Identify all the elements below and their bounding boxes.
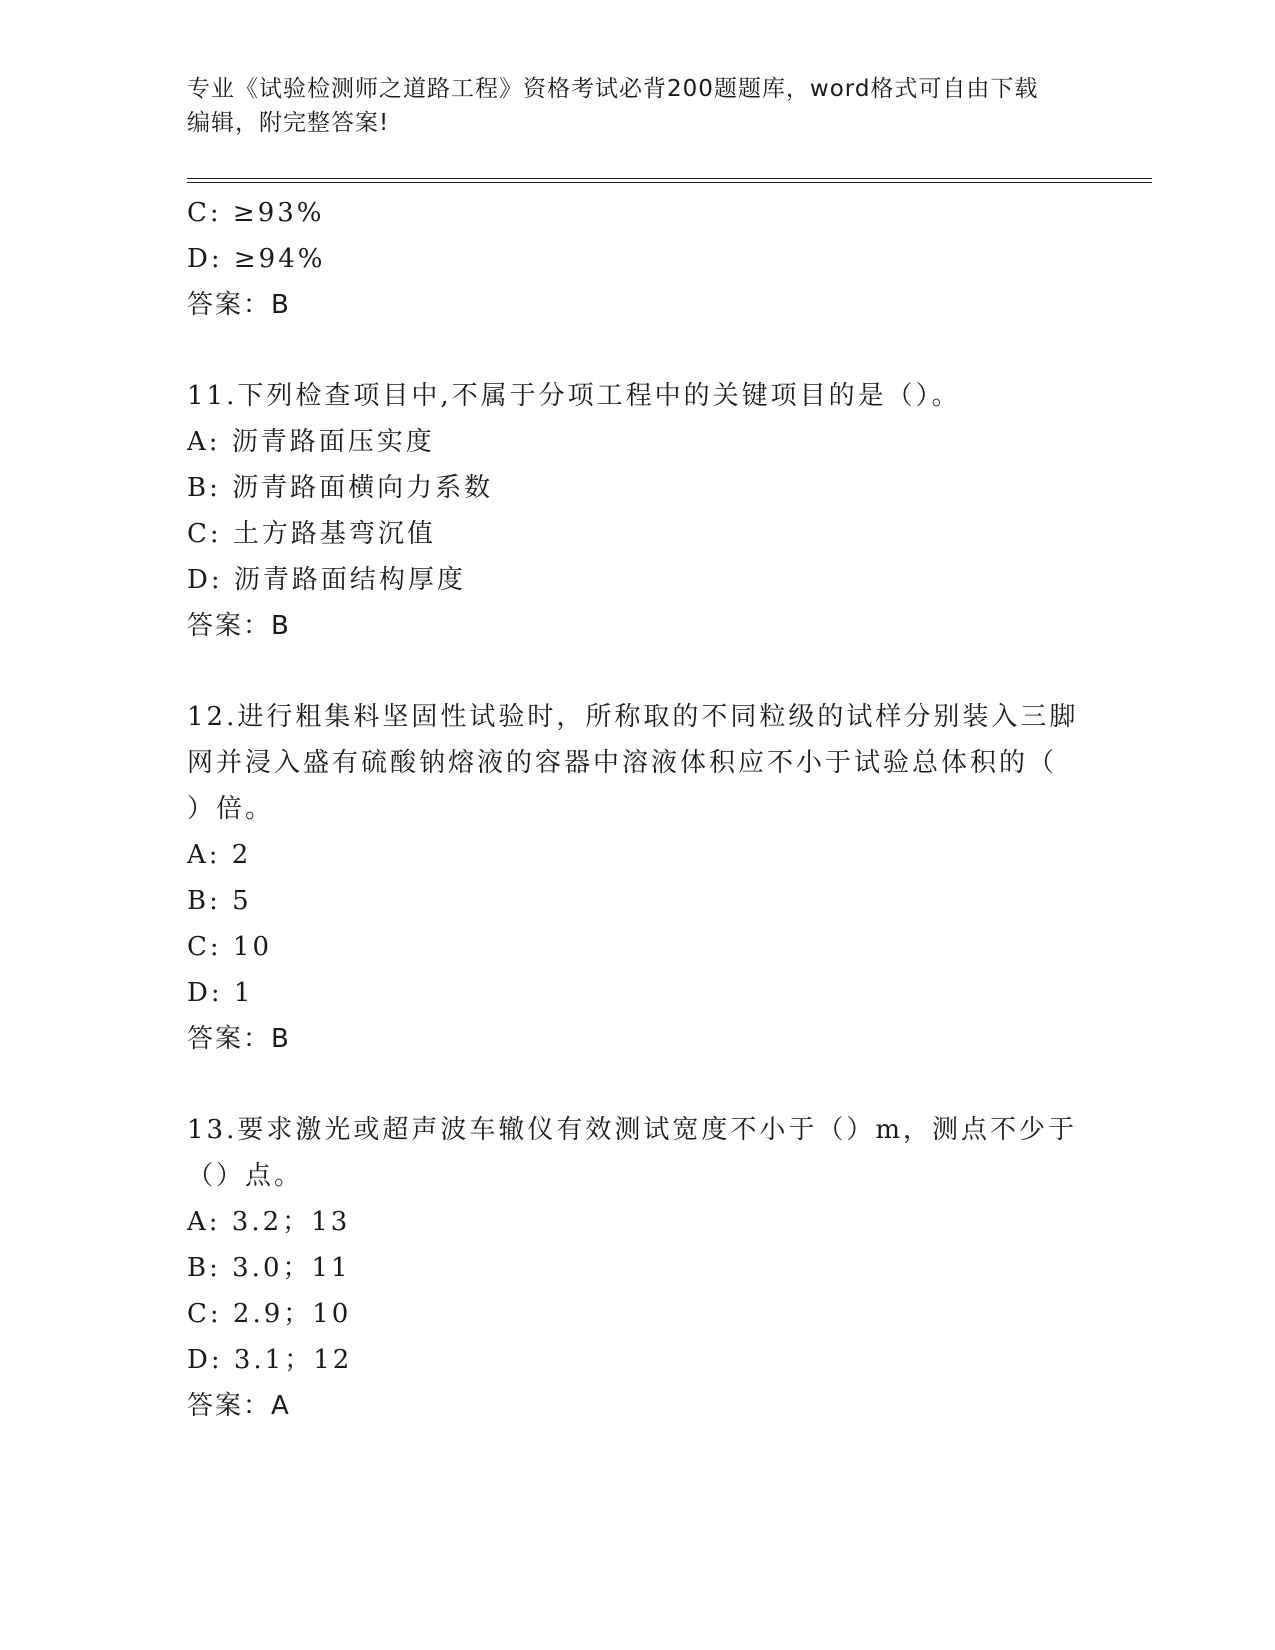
answer-line: 答案：B — [187, 290, 291, 320]
option-a: A: 沥青路面压实度 — [187, 427, 435, 457]
option-c: C: 10 — [187, 932, 273, 962]
option-d: D: 1 — [187, 978, 254, 1008]
question-block-13 — [187, 1107, 1087, 1429]
option-b: B: 3.0；11 — [187, 1253, 351, 1283]
option-a: A: 2 — [187, 840, 252, 870]
answer-line: 答案：A — [187, 1391, 291, 1421]
option-d: D: 沥青路面结构厚度 — [187, 565, 466, 595]
question-stem: ）倍。 — [187, 794, 275, 824]
option-a: A: 3.2；13 — [187, 1207, 351, 1237]
option-c: C: ≥93% — [187, 198, 325, 228]
question-stem: 11.下列检查项目中,不属于分项工程中的关键项目的是（）。 — [187, 381, 961, 411]
option-c: C: 2.9；10 — [187, 1299, 352, 1329]
spacer — [187, 649, 1087, 694]
document-header — [187, 72, 1087, 140]
option-d: D: 3.1；12 — [187, 1345, 353, 1375]
question-block-10 — [187, 190, 1087, 328]
header-line-2: 编辑，附完整答案! — [187, 110, 390, 136]
option-c: C: 土方路基弯沉值 — [187, 519, 436, 549]
question-stem: 13.要求激光或超声波车辙仪有效测试宽度不小于（）m，测点不少于 — [187, 1115, 1078, 1145]
question-stem: 12.进行粗集料坚固性试验时，所称取的不同粒级的试样分别装入三脚 — [187, 702, 1079, 732]
option-b: B: 5 — [187, 886, 252, 916]
spacer — [187, 328, 1087, 373]
question-block-12 — [187, 694, 1087, 1062]
question-content — [187, 190, 1087, 1429]
question-stem: （）点。 — [187, 1161, 304, 1191]
answer-line: 答案：B — [187, 611, 291, 641]
option-b: B: 沥青路面横向力系数 — [187, 473, 494, 503]
option-d: D: ≥94% — [187, 244, 326, 274]
spacer — [187, 1062, 1087, 1107]
header-divider-top — [187, 178, 1152, 179]
question-block-11 — [187, 373, 1087, 649]
answer-line: 答案：B — [187, 1024, 291, 1054]
header-divider-bottom — [187, 182, 1152, 183]
question-stem: 网并浸入盛有硫酸钠熔液的容器中溶液体积应不小于试验总体积的（ — [187, 748, 1058, 778]
header-line-1: 专业《试验检测师之道路工程》资格考试必背200题题库，word格式可自由下载 — [187, 76, 1039, 102]
